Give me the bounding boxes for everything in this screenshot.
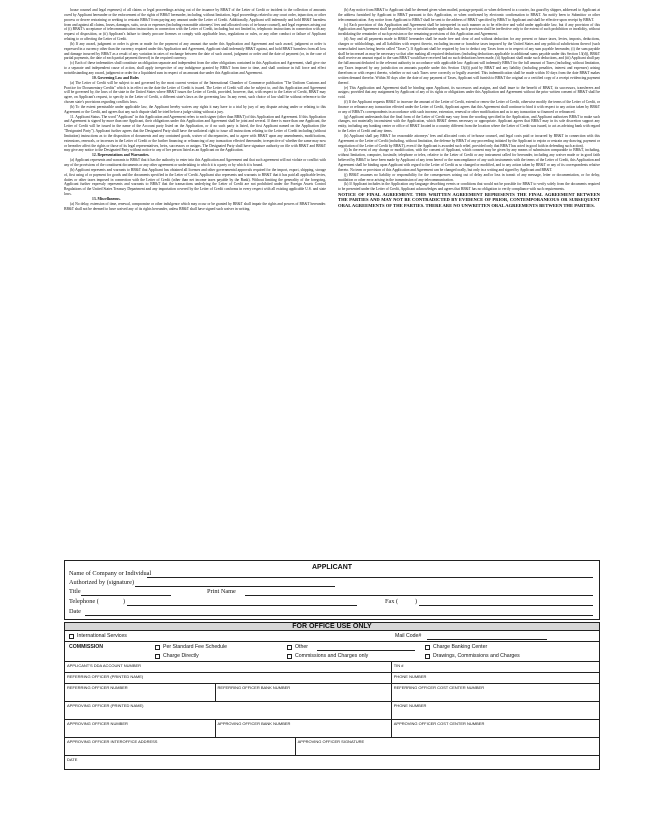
agreement-paragraph: NOTICE OF FINAL AGREEMENT. THIS WRITTEN AGREEMENT REPRESENTS THE FINAL AGREEMENT BETWEEN THE PARTIES AND MAY NOT BE CONTRADICTED BY EVIDENCE OF PRIOR, CONTEMPORANEOUS OR SUBSEQUENT ORAL AGREEMENTS OF THE PARTIES. THERE ARE NO UNWRITTEN ORAL AGREEMENTS BETWEEN THE PARTIES. xyxy=(338,192,600,208)
office-field-cell[interactable]: APPROVING OFFICER SIGNATURE xyxy=(295,738,599,755)
agreement-paragraph: (b) Any notice from BB&T to Applicant shall be deemed given when mailed, postage prepaid, or when delivered to a courier, fax guard by shipper, addressed to Applicant at the address furnished by Applicant to BB&T pursuant to this Application, or when confirmed by electronic confirmation to BB&T. An notify been to Submittor or other telecommunication. Any notice from Applicant to BB&T shall be sent to the address of BB&T specified by BB&T to Applicant and shall be effective upon receipt by BB&T. xyxy=(338,8,600,22)
mail-code-label: Mail Code# xyxy=(395,633,422,639)
applicant-box xyxy=(64,560,600,620)
office-field-cell[interactable]: REFERRING OFFICER COST CENTER NUMBER xyxy=(391,684,599,701)
office-field-cell[interactable]: APPROVING OFFICER COST CENTER NUMBER xyxy=(391,720,599,737)
agreement-paragraph: 12. Representations and Warranties. xyxy=(92,153,150,158)
office-use-section xyxy=(64,622,600,770)
agreement-paragraph: (k) If Applicant includes in the Application any language describing events or conditions that would not be possible for BB&T to verify solely from the documents required to be presented under the Letter of Credit, Applicant acknowledges and agrees that BB&T has no obligation to verify compliance with such requirements. xyxy=(338,182,600,192)
office-field-cell[interactable]: APPLICANT'S DDA ACCOUNT NUMBER xyxy=(67,663,142,668)
office-field-cell[interactable]: REFERRING OFFICER (PRINTED NAME) xyxy=(67,674,144,679)
company-name-line[interactable] xyxy=(147,577,593,578)
other-line[interactable] xyxy=(317,650,415,651)
company-name-label: Name of Company or Individual xyxy=(69,570,152,577)
office-field-cell[interactable]: DATE xyxy=(67,757,78,762)
agreement-paragraph: (e) This Application and Agreement shall be binding upon Applicant, its successors and assigns, and shall inure to the benefit of BB&T, its successors, transferees and assigns; provided that any assignment by Applicant of any of its rights or obligations under this Application and Agreement without the prior written consent of BB&T shall be void. xyxy=(338,85,600,100)
checkbox-icon xyxy=(69,634,74,639)
drawings-check[interactable]: Drawings, Commissions and Charges xyxy=(425,653,520,659)
telephone-label: Telephone ( xyxy=(69,598,99,605)
per-standard-fee-check[interactable]: Per Standard Fee Schedule xyxy=(155,644,227,650)
office-field-row xyxy=(64,684,600,702)
date-line[interactable] xyxy=(85,615,593,616)
agreement-paragraph: 10. Governing Law and Rules xyxy=(92,75,139,80)
agreement-paragraph: (b) To the extent permissible under applicable law, the Applicant hereby waives any rights it may have to a trial by jury of any dispute arising under or relating to this Agreement or the Credit, and agrees that any such dispute shall be tried before a judge sitting without a jury. xyxy=(64,104,326,114)
right-column xyxy=(338,8,600,553)
left-column xyxy=(64,8,326,553)
checkbox-icon xyxy=(155,645,160,650)
print-name-line[interactable] xyxy=(245,595,593,596)
fax-line[interactable] xyxy=(419,605,593,606)
checkbox-icon xyxy=(287,654,292,659)
international-services-row xyxy=(64,631,600,642)
agreement-paragraph: (a) Applicant represents and warrants to BB&T that it has the authority to enter into this Application and Agreement and that such agreement will not violate or conflict with any of the provisions of the constituent documents or any other agreement or undertaking to which it is a party or by which it is bound. xyxy=(64,158,326,167)
agreement-paragraph: 11. Applicant Status. The word "Applicant" in this Application and Agreement refers to each signer (other than BB&T) of this Application and Agreement. If this Application and Agreement is signed by more than one Applicant, their obligations under this Application and Agreement shall be joint and several. If there is more than one Applicant, the Letter of Credit will be issued in the name of the Account party listed on the Application, or if no such party is listed, the first Applicant named on the Application (the "Designated Party"). Applicant further agrees that the Designated Party shall have the unilateral right to issue all instructions relating to the Letter of Credit including (without limitation) instructions as to the disposition of documents and any contained goods, waiver of discrepancies, and to agree with BB&T upon any amendments, modifications, extensions, renewals, or increases in the Letter of Credit or the further financing or refinancing of any transaction effected thereunder, irrespective of whether the same may now or hereafter affect the rights or those of its legal representatives, heirs, successors or assigns. The Designated Party shall have signature authority on file with BB&T and BB&T may give any notice to the Designated Party without notice to any of her person listed as an Applicant on the Application. xyxy=(64,114,326,153)
charge-directly-check[interactable]: Charge Directly xyxy=(155,653,199,659)
commission-row xyxy=(64,642,600,662)
title-label: Title xyxy=(69,588,81,595)
agreement-text xyxy=(64,8,600,553)
fax-paren: ) xyxy=(415,598,418,605)
checkbox-icon xyxy=(287,645,292,650)
office-use-fields xyxy=(64,662,600,770)
office-field-row xyxy=(64,702,600,720)
agreement-paragraph: (j) BB&T assumes no liability or responsibility for the consequences arising out of delay and/or loss in transit of any message, letter or documentation, or for delay, mutilation or other error arising in the transmission of any telecommunication. xyxy=(338,172,600,182)
office-field-row xyxy=(64,673,600,684)
print-name-label: Print Name xyxy=(207,588,236,595)
office-field-row xyxy=(64,720,600,738)
commission-label: COMMISSION xyxy=(69,644,104,650)
office-use-banner: FOR OFFICE USE ONLY xyxy=(64,622,600,631)
agreement-paragraph: (c) Each provision of this Application and Agreement shall be interpreted in such manner as to be effective and valid under applicable law, but if any provision of this Application and Agreement shall be prohibited by or invalid under applicable law, such provision shall be ineffective only to the extent of such prohibition or invalidity, without invalidating the remainder of such provision or the remaining provisions of this Application and Agreement. xyxy=(338,22,600,37)
checkbox-icon xyxy=(425,645,430,650)
office-field-cell[interactable]: APPROVING OFFICER INTEROFFICE ADDRESS xyxy=(67,739,158,744)
date-label: Date xyxy=(69,608,81,615)
agreement-paragraph: 13. Miscellaneous. xyxy=(92,196,121,201)
fax-label: Fax ( xyxy=(385,598,399,605)
agreement-paragraph: (d) Any and all payments made to BB&T hereunder shall be made free and clear of and without deduction for any present or future taxes, levies, imposts, deductions, charges or withholdings, and all liabilities with respect thereto, excluding income or franchise taxes imposed by the United States and any political subdivisions thereof (such nonexcluded taxes being herein called "Taxes"). If Applicant shall be required by law to deduct any Taxes from or in respect of any sum payable hereunder, (i) the sum payable shall be increased as may be necessary so that after making all required deductions (including deductions applicable to additional sums payable under this Section 13(d)), BB&T shall receive an amount equal to the sum BB&T would have received had no such deductions been made, (ii) Applicant shall make such deductions, and (iii) Applicant shall pay the full amount deducted to the relevant authority in accordance with applicable law. Applicant will indemnify BB&T for the full amount of Taxes (including, without limitation, any Taxes imposed by any jurisdiction on amounts payable under this Section 13(d)) paid by BB&T and any liability (including penalties, interest and expenses) arising therefrom or with respect thereto, whether or not such Taxes were correctly or legally asserted. This indemnification shall be made within 10 days from the date BB&T makes written demand therefor. Within 30 days after the date of any payment of Taxes, Applicant will furnish to BB&T the original or a certified copy of a receipt evidencing payment thereof. xyxy=(338,37,600,85)
agreement-paragraph: (a) No delay, extension of time, renewal, compromise or other indulgence which may occur or be granted by BB&T shall impair the rights and powers of BB&T hereunder. BB&T shall not be deemed to have waived any of its rights hereunder, unless BB&T shall have signed such waiver in writing. xyxy=(64,201,326,211)
other-check[interactable]: Other xyxy=(287,644,308,650)
title-line[interactable] xyxy=(81,595,171,596)
office-field-cell[interactable]: REFERRING OFFICER NUMBER xyxy=(67,685,128,690)
office-field-row xyxy=(64,738,600,756)
telephone-paren: ) xyxy=(123,598,126,605)
office-field-cell[interactable]: REFERRING OFFICER BANK NUMBER xyxy=(215,684,391,701)
agreement-paragraph: house counsel and legal expenses) of all claims or legal proceedings arising out of the issuance by BB&T of the Letter of Credit or incident to the collection of amounts owed by Applicant hereunder or the enforcement of the rights of BB&T hereunder, including, without limitation, legal proceedings related to any court order, injunction, or other process or decree restraining or seeking to restrain BB&T from paying any amount under the Letter of Credit. Additionally, Applicant will indemnify and hold BB&T harmless from and against all claims, losses, damages, suits, costs or expenses (including reasonable attorneys' fees and allocated costs of in-house counsel), and legal expenses arising out of (i) BB&T's acceptance of telecommunication instructions in connection with the Letter of Credit, including but not limited to, telephonic instructions in connection with any request of disposition, or (ii) Applicant's failure to timely procure licenses or comply with applicable laws, regulations or rules, or any other conduct or failure of Applicant relating to or affecting the Letter of Credit. xyxy=(64,8,326,42)
agreement-paragraph: (f) If the Applicant requests BB&T to increase the amount of the Letter of Credit, extend or renew the Letter of Credit, otherwise modify the terms of the Letter of Credit, or finance or refinance any transaction effected under the Letter of Credit, Applicant agrees that this Agreement shall continue to bind it with respect to any action taken by BB&T or any of BB&T's correspondents in accordance with such increase, extension, renewal or other modification and as to any transaction so financed or refinanced. xyxy=(338,100,600,114)
office-field-cell[interactable]: APPROVING OFFICER BANK NUMBER xyxy=(215,720,391,737)
mail-code-line[interactable] xyxy=(427,639,547,640)
agreement-paragraph: (g) Applicant understands that the final form of the Letter of Credit may vary from the wording specified in the Application, and Applicant authorizes BB&T to make such changes, not materially inconsistent with the Application, which BB&T deems necessary or appropriate. Applicant agrees that BB&T may in its sole discretion support any entity, including any banking center or office of BB&T located in a country different from the location where the Letter of Credit was issued, to act as advising bank with regard to the Letter of Credit and any items. xyxy=(338,114,600,134)
authorized-signature-line[interactable] xyxy=(135,586,335,587)
agreement-paragraph: (b) Applicant represents and warrants to BB&T that Applicant has obtained all licenses and other governmental approvals required for the import, export, shipping, storage of, first using of or payment for goods and the documents specified in the Letter of Credit. Applicant also represents and warrants to BB&T that it has paid all applicable levies, duties or other taxes imposed in connection with the Letter of Credit (other than net income taxes payable by the Bank). Without limiting the generality of the foregoing, Applicant further expressly represents and warrants to BB&T that the transactions underlying the Letter of Credit are not prohibited under the Foreign Assets Control Regulations of the United States Treasury Department and any importation covered by the Letter of Credit conforms in every respect with all existing applicable U.S. and state laws. xyxy=(64,167,326,197)
agreement-paragraph: (a) The Letter of Credit will be subject to and governed by the most current version of the International Chamber of Commerce publication "The Uniform Customs and Practice for Documentary Credits" which is in effect on the date the Letter of Credit is issued. The Letter of Credit will also be subject to, and this Application and Agreement will be governed by, the laws of the state in the United States where BB&T issues the Letter of Credit, provided, however, that, with respect to the Letter of Credit, BB&T may agree, on Applicant's request, to specify in the Letter of Credit, a different state's laws as the governing law. In any event, such choice of law shall be without reference to the chosen state's provisions regarding conflicts laws. xyxy=(64,80,326,105)
charge-banking-center-check[interactable]: Charge Banking Center xyxy=(425,644,487,650)
office-field-cell[interactable]: APPROVING OFFICER (PRINTED NAME) xyxy=(67,703,144,708)
applicant-title: APPLICANT xyxy=(311,564,353,571)
commissions-only-check[interactable]: Commissions and Charges only xyxy=(287,653,368,659)
office-field-cell[interactable]: PHONE NUMBER xyxy=(391,673,599,683)
checkbox-icon xyxy=(155,654,160,659)
office-field-cell[interactable]: APPROVING OFFICER NUMBER xyxy=(67,721,128,726)
agreement-paragraph: (b) If any award, judgment or order is given or made for the payment of any amount due under this Application and Agreement and such award, judgment or order is expressed in a currency other than the currency required under this Application and Agreement, Applicant shall indemnify BB&T against, and hold BB&T harmless from all loss and damage incurred by BB&T as a result of any variation in rates of exchange between the date of such award, judgment or order and the date of payment (or, in the case of partial payments, the date of each partial payment thereof) in the required currency. xyxy=(64,41,326,61)
telephone-line[interactable] xyxy=(127,605,357,606)
office-field-row xyxy=(64,756,600,770)
authorized-signature-label: Authorized by (signature) xyxy=(69,579,135,586)
agreement-paragraph: (c) Each of these indemnities shall constitute an obligation separate and independent from the other obligations contained in this Application and Agreement, shall give rise to a separate and independent cause of action, shall apply irrespective of any indulgence granted by BB&T from time to time, and shall continue in full force and effect notwithstanding any award, judgment or order for a liquidated sum in respect of an amount due under this Application and Agreement. xyxy=(64,61,326,75)
checkbox-icon xyxy=(425,654,430,659)
international-services-check[interactable]: International Services xyxy=(69,633,127,639)
office-field-cell[interactable]: PHONE NUMBER xyxy=(391,702,599,719)
agreement-paragraph: (i) In the event of any change or modification, with the consent of Applicant, which consent may be given by any means of submission comparable to BB&T, including, without limitation, computer, facsimile, telephone or telex, relative to the Letter of Credit or any instrument called for hereunder, including any waiver made or in good faith believed by BB&T to have been made by Applicant of any term hereof or the noncompliance of any such instruments with the terms of the Letter of Credit, this Application and Agreement shall be binding upon Applicant with regard to the Letter of Credit as so changed or modified, and to any action taken by BB&T or any of its correspondents relative thereto. No term or provision of this Application and Agreement can be changed orally, but only in a writing and signed by Applicant and BB&T. xyxy=(338,148,600,172)
office-field-row xyxy=(64,662,600,673)
agreement-paragraph: (h) Applicant shall pay BB&T for reasonable attorneys' fees and allocated costs of in-house counsel, and legal costs paid or incurred by BB&T in connection with this Agreement or the Letter of Credit (including, without limitation, the defense by BB&T of any proceeding initiated by the Applicant to enjoin or restrain any drawing, payment or negotiation of the Letter of Credit by BB&T), even if the Applicant is awarded such relief, provided only that BB&T has acted in good faith in defending such action). xyxy=(338,133,600,148)
office-field-cell[interactable]: TIN # xyxy=(391,662,599,672)
